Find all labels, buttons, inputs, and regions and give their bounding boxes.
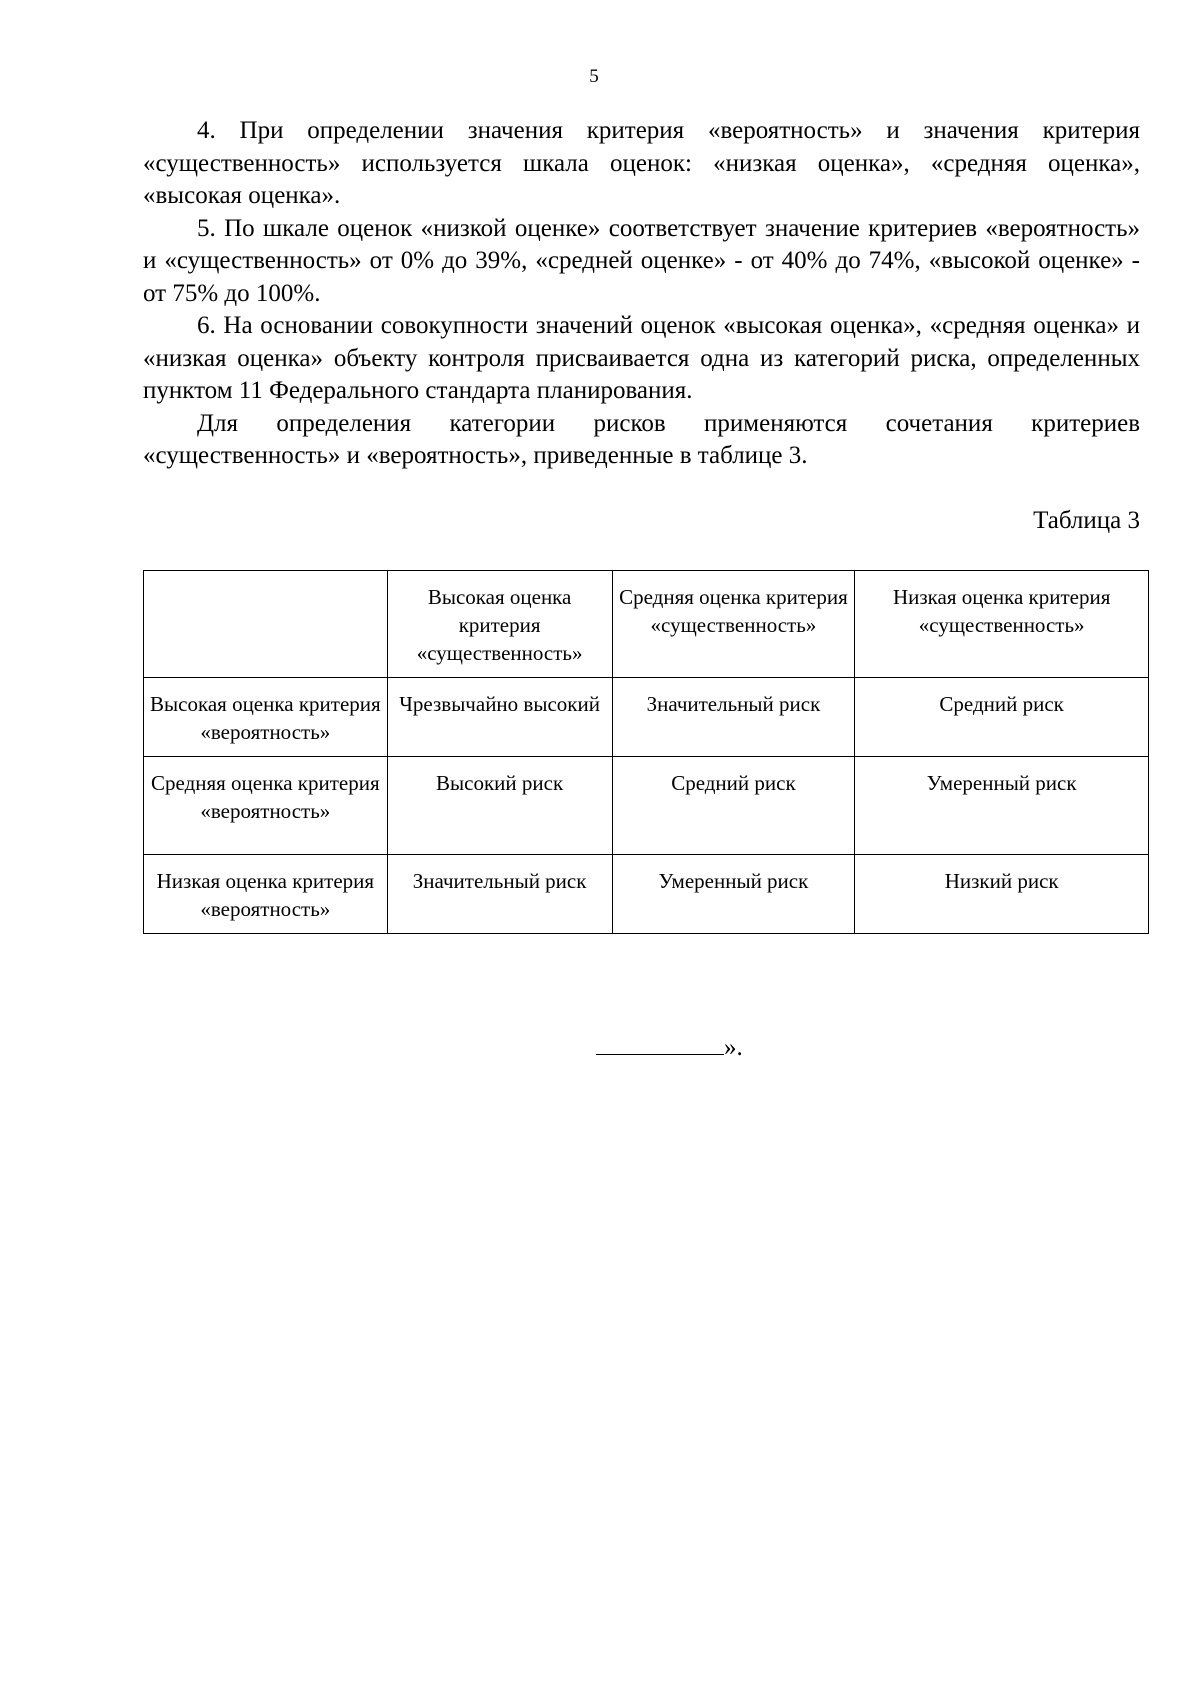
table-caption: Таблица 3 xyxy=(1033,507,1140,534)
table-cell: Умеренный риск xyxy=(855,757,1149,855)
column-header-high-significance: Высокая оценка критерия «существенность» xyxy=(387,571,612,678)
table-cell: Умеренный риск xyxy=(612,855,855,934)
row-header-medium-probability: Средняя оценка критерия «вероятность» xyxy=(144,757,388,855)
table-cell: Средний риск xyxy=(612,757,855,855)
body-text xyxy=(143,115,1140,473)
row-header-low-probability: Низкая оценка критерия «вероятность» xyxy=(144,855,388,934)
table-row xyxy=(144,855,1149,934)
table-cell: Низкий риск xyxy=(855,855,1149,934)
column-header-medium-significance: Средняя оценка критерия «существенность» xyxy=(612,571,855,678)
table-cell: Чрезвычайно высокий xyxy=(387,678,612,757)
table-cell: Значительный риск xyxy=(387,855,612,934)
table-cell: Средний риск xyxy=(855,678,1149,757)
closing-quote: ». xyxy=(724,1034,743,1061)
page-number: 5 xyxy=(589,66,599,87)
signature-line xyxy=(596,1030,724,1055)
table-cell: Значительный риск xyxy=(612,678,855,757)
risk-category-table xyxy=(143,570,1149,934)
paragraph-5: 5. По шкале оценок «низкой оценке» соответствует значение критериев «вероятность» и «существенность» от 0% до 39%, «средней оценке» - от 40% до 74%, «высокой оценке» - от 75% до 100%. xyxy=(143,214,1140,307)
table-row xyxy=(144,678,1149,757)
table-header-row xyxy=(144,571,1149,678)
table-cell: Высокий риск xyxy=(387,757,612,855)
column-header-low-significance: Низкая оценка критерия «существенность» xyxy=(855,571,1149,678)
paragraph-table-intro: Для определения категории рисков применяются сочетания критериев «существенность» и «вероятность», приведенные в таблице 3. xyxy=(143,409,1140,469)
table-corner-cell xyxy=(144,571,388,678)
closing-mark xyxy=(596,1030,743,1062)
table-row xyxy=(144,757,1149,855)
paragraph-4: 4. При определении значения критерия «вероятность» и значения критерия «существенность» используется шкала оценок: «низкая оценка», «средняя оценка», «высокая оценка». xyxy=(143,117,1140,209)
paragraph-6: 6. На основании совокупности значений оценок «высокая оценка», «средняя оценка» и «низкая оценка» объекту контроля присваивается одна из категорий риска, определенных пунктом 11 Федерального стандарта планирования. xyxy=(143,312,1140,404)
row-header-high-probability: Высокая оценка критерия «вероятность» xyxy=(144,678,388,757)
